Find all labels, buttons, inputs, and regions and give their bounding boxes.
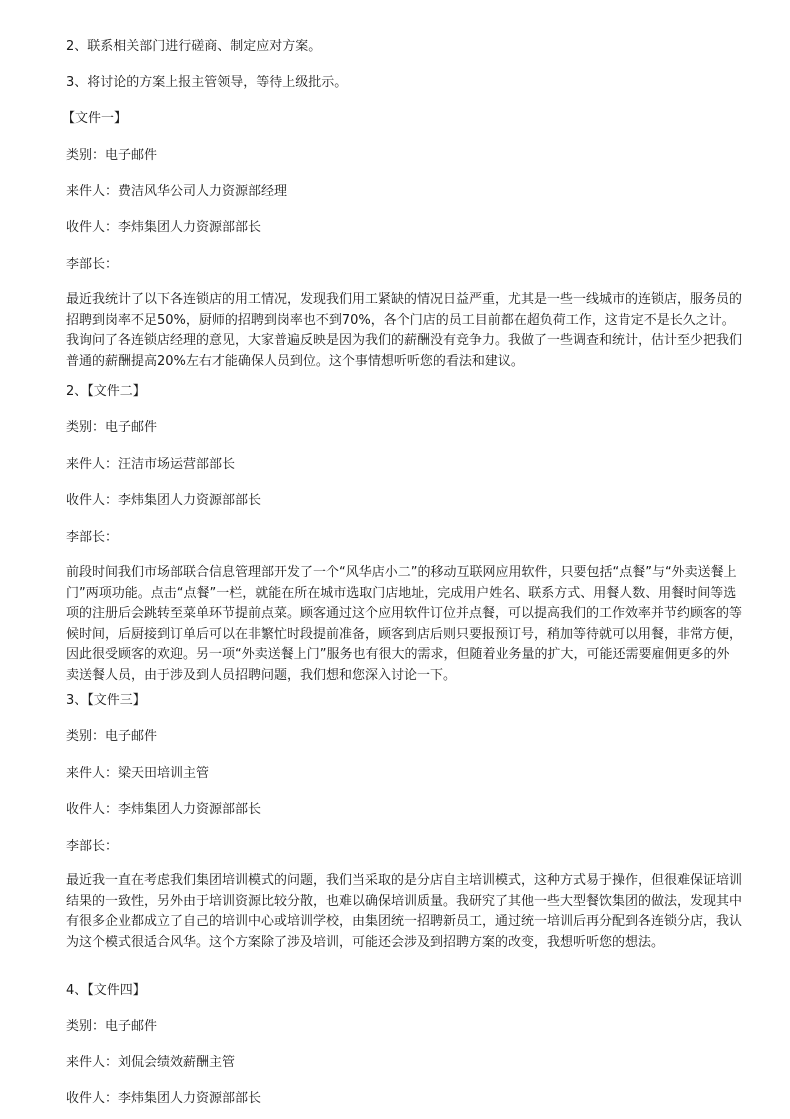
file-salutation: 李部长： xyxy=(66,530,119,545)
file-recipient: 收件人：李炜集团人力资源部部长 xyxy=(66,493,262,508)
file-body: 前段时间我们市场部联合信息管理部开发了一个“风华店小二”的移动互联网应用软件，只要包括“点餐”与“外卖送餐上门”两项功能。点击“点餐”一栏，就能在所在城市选取门店地址，完成用户姓名、联系方式、用餐人数、用餐时间等选项的注册后会跳转至菜单环节提前点菜。顾客通过这个应用软件订位并点餐，可以提高我们的工作效率并节约顾客的等候时间，后厨接到订单后可以在非繁忙时段提前准备，顾客到店后则只要报预订号，稍加等待就可以用餐，非常方便，因此很受顾客的欢迎。另一项“外卖送餐上门”服务也有很大的需求，但随着业务量的扩大，可能还需要雇佣更多的外卖送餐人员，由于涉及到人员招聘问题，我们想和您深入讨论一下。 xyxy=(66,565,743,683)
file-body: 最近我一直在考虑我们集团培训模式的问题，我们当采取的是分店自主培训模式，这种方式易于操作，但很难保证培训结果的一致性，另外由于培训资源比较分散，也难以确保培训质量。我研究了其他一些大型餐饮集团的做法，发现其中有很多企业都成立了自己的培训中心或培训学校，由集团统一招聘新员工，通过统一培训后再分配到各连锁分店，我认为这个模式很适合风华。这个方案除了涉及培训，可能还会涉及到招聘方案的改变，我想听听您的想法。 xyxy=(66,873,743,950)
file-salutation: 李部长： xyxy=(66,839,119,854)
file-header: 2、【文件二】 xyxy=(66,384,146,399)
file-type: 类别：电子邮件 xyxy=(66,729,158,744)
file-header: 【文件一】 xyxy=(62,111,128,126)
file-type: 类别：电子邮件 xyxy=(66,148,158,163)
file-salutation: 李部长： xyxy=(66,257,119,272)
file-sender: 来件人：费洁风华公司人力资源部经理 xyxy=(66,184,288,199)
file-type: 类别：电子邮件 xyxy=(66,420,158,435)
file-recipient: 收件人：李炜集团人力资源部部长 xyxy=(66,220,262,235)
file-type: 类别：电子邮件 xyxy=(66,1019,158,1034)
file-recipient: 收件人：李炜集团人力资源部部长 xyxy=(66,1091,262,1106)
file-header: 3、【文件三】 xyxy=(66,693,146,708)
step-line: 3、将讨论的方案上报主管领导，等待上级批示。 xyxy=(66,75,348,90)
step-line: 2、联系相关部门进行磋商、制定应对方案。 xyxy=(66,39,322,54)
file-header: 4、【文件四】 xyxy=(66,983,146,998)
file-sender: 来件人：刘侃会绩效薪酬主管 xyxy=(66,1055,236,1070)
file-sender: 来件人：梁天田培训主管 xyxy=(66,766,210,781)
file-body: 最近我统计了以下各连锁店的用工情况，发现我们用工紧缺的情况日益严重，尤其是一些一线城市的连锁店，服务员的招聘到岗率不足50%，厨师的招聘到岗率也不到70%，各个门店的员工目前都在超负荷工作，这肯定不是长久之计。我询问了各连锁店经理的意见，大家普遍反映是因为我们的薪酬没有竞争力。我做了一些调查和统计，估计至少把我们普通的薪酬提高20%左右才能确保人员到位。这个事情想听听您的看法和建议。 xyxy=(66,292,743,369)
file-recipient: 收件人：李炜集团人力资源部部长 xyxy=(66,802,262,817)
file-sender: 来件人：汪洁市场运营部部长 xyxy=(66,457,236,472)
